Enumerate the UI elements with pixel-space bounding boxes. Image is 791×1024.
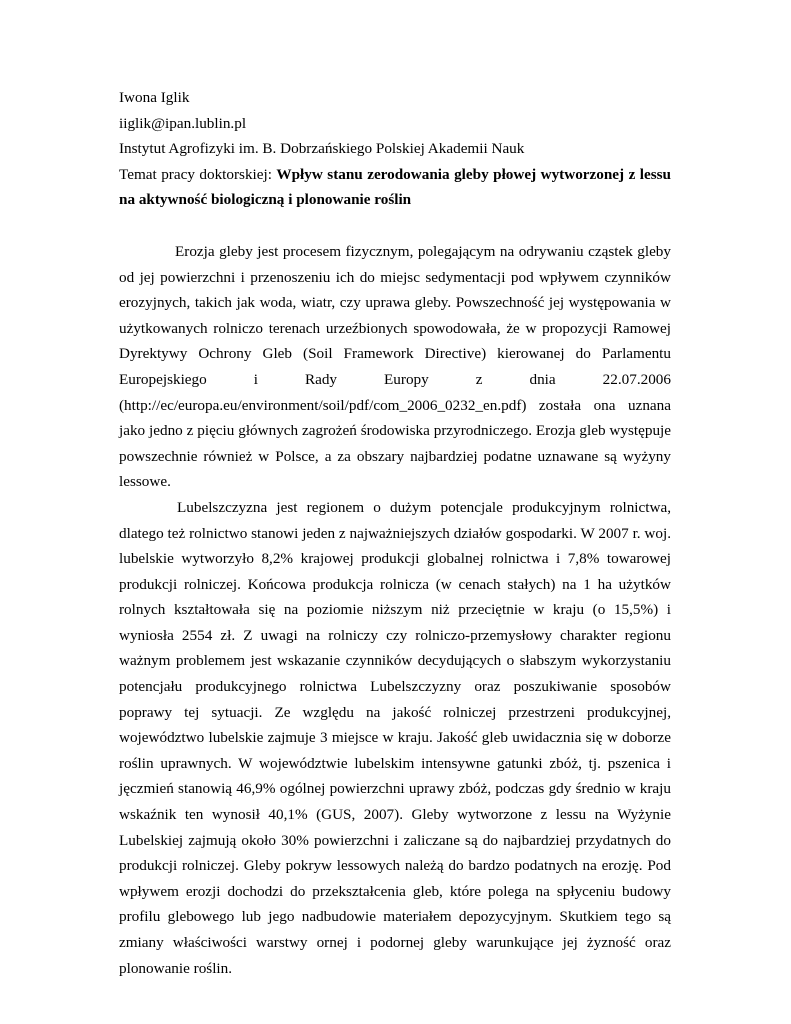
thesis-topic (119, 162, 671, 213)
author-name: Iwona Iglik (119, 89, 190, 106)
thesis-topic-prefix: Temat pracy doktorskiej: (119, 165, 277, 183)
document-page (119, 85, 671, 981)
body-paragraph-2: Lubelszczyzna jest regionem o dużym potencjale produkcyjnym rolnictwa, dlatego też rolnictwo stanowi jeden z najważniejszych działów gospodarki. W 2007 r. woj. lubelskie wytworzyło 8,2% krajowej produkcji globalnej rolnictwa i 7,8% towarowej produkcji rolniczej. Końcowa produkcja rolnicza (w cenach stałych) na 1 ha użytków rolnych kształtowała się na poziomie niższym niż przeciętnie w kraju (o 15,5%) i wyniosła 2554 zł. Z uwagi na rolniczy czy rolniczo-przemysłowy charakter regionu ważnym problemem jest wskazanie czynników decydujących o słabszym wykorzystaniu potencjału produkcyjnego rolnictwa Lubelszczyzny oraz poszukiwanie sposobów poprawy tej sytuacji. Ze względu na jakość rolniczej przestrzeni produkcyjnej, województwo lubelskie zajmuje 3 miejsce w kraju. Jakość gleb uwidacznia się w doborze roślin uprawnych. W województwie lubelskim intensywne gatunki zbóż, tj. pszenica i jęczmień stanowią 46,9% ogólnej powierzchni uprawy zbóż, podczas gdy średnio w kraju wskaźnik ten wynosił 40,1% (GUS, 2007). Gleby wytworzone z lessu na Wyżynie Lubelskiej zajmują około 30% powierzchni i zaliczane są do najbardziej przydatnych do produkcji rolniczej. Gleby pokryw lessowych należą do bardzo podatnych na erozję. Pod wpływem erozji dochodzi do przekształcenia gleb, które polega na spłyceniu budowy profilu glebowego lub jego nadbudowie materiałem depozycyjnym. Skutkiem tego są zmiany właściwości warstwy ornej i podornej gleby warunkujące jej żyzność oraz plonowanie roślin. (119, 498, 671, 977)
author-institution: Instytut Agrofizyki im. B. Dobrzańskiego Polskiej Akademii Nauk (119, 140, 525, 158)
body-paragraph-1: Erozja gleby jest procesem fizycznym, polegającym na odrywaniu cząstek gleby od jej powierzchni i przenoszeniu ich do miejsc sedymentacji pod wpływem czynników erozyjnych, takich jak woda, wiatr, czy uprawa gleby. Powszechność jej występowania w użytkowanych rolniczo terenach urzeźbionych spowodowała, że w propozycji Ramowej Dyrektywy Ochrony Gleb (Soil Framework Directive) kierowanej do Parlamentu Europejskiego i Rady Europy z dnia 22.07.2006 (http://ec/europa.eu/environment/soil/pdf/com_2006_0232_en.pdf) została ona uznana jako jedno z pięciu głównych zagrożeń środowiska przyrodniczego. Erozja gleb występuje powszechnie również w Polsce, a za obszary najbardziej podatne uznawane są wyżyny lessowe. (119, 242, 671, 491)
thesis-title: Wpływ stanu zerodowania gleby płowej wytworzonej z lessu na aktywność biologiczną i plonowanie roślin (119, 165, 671, 209)
author-email: iiglik@ipan.lublin.pl (119, 114, 247, 132)
